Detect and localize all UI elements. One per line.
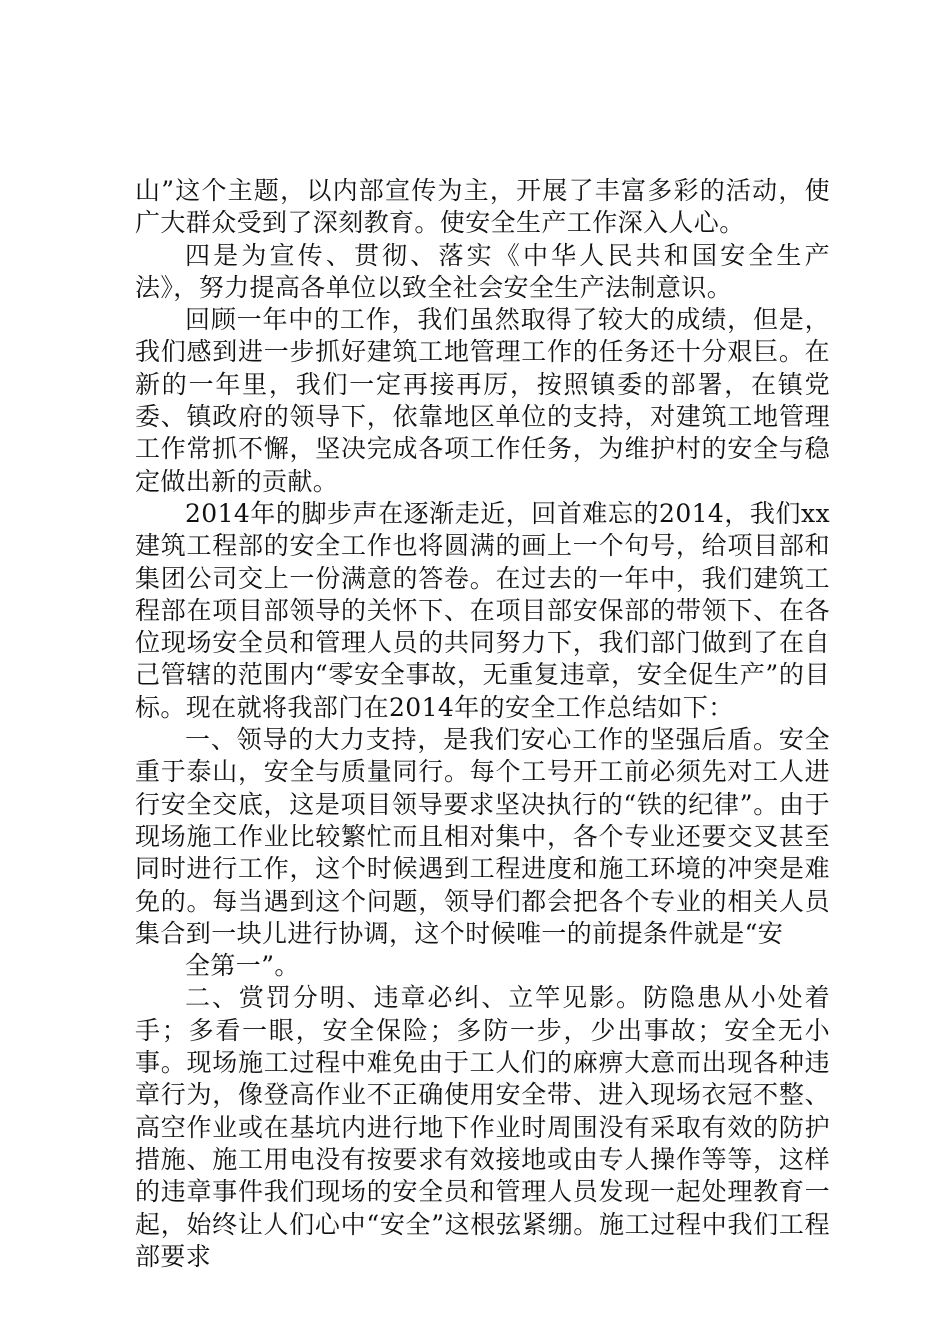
paragraph-4: 2014年的脚步声在逐渐走近，回首难忘的2014，我们xx建筑工程部的安全工作也将圆满的画上一个句号，给项目部和集团公司交上一份满意的答卷。在过去的一年中，我们建筑工程部在项目部领导的关怀下、在项目部安保部的带领下、在各位现场安全员和管理人员的共同努力下，我们部门做到了在自己管辖的范围内“零安全事故，无重复违章，安全促生产”的目标。现在就将我部门在2014年的安全工作总结如下： — [135, 498, 830, 722]
paragraph-3: 回顾一年中的工作，我们虽然取得了较大的成绩，但是，我们感到进一步抓好建筑工地管理工作的任务还十分艰巨。在新的一年里，我们一定再接再厉，按照镇委的部署，在镇党委、镇政府的领导下，依靠地区单位的支持，对建筑工地管理工作常抓不懈，坚决完成各项工作任务，为维护村的安全与稳定做出新的贡献。 — [135, 305, 830, 496]
document-body — [135, 175, 830, 1273]
paragraph-5: 一、领导的大力支持，是我们安心工作的坚强后盾。安全重于泰山，安全与质量同行。每个工号开工前必须先对工人进行安全交底，这是项目领导要求坚决执行的“铁的纪律”。由于现场施工作业比较繁忙而且相对集中，各个专业还要交叉甚至同时进行工作，这个时候遇到工程进度和施工环境的冲突是难免的。每当遇到这个问题，领导们都会把各个专业的相关人员集合到一块儿进行协调，这个时候唯一的前提条件就是“安 — [135, 725, 830, 948]
paragraph-6: 全第一”。 — [185, 951, 300, 981]
paragraph-1: 山”这个主题，以内部宣传为主，开展了丰富多彩的活动，使广大群众受到了深刻教育。使安全生产工作深入人心。 — [135, 176, 830, 238]
paragraph-7: 二、赏罚分明、违章必纠、立竿见影。防隐患从小处着手；多看一眼，安全保险；多防一步，少出事故；安全无小事。现场施工过程中难免由于工人们的麻痹大意而出现各种违章行为，像登高作业不正确使用安全带、进入现场衣冠不整、高空作业或在基坑内进行地下作业时周围没有采取有效的防护措施、施工用电没有按要求有效接地或由专人操作等等，这样的违章事件我们现场的安全员和管理人员发现一起处理教育一起，始终让人们心中“安全”这根弦紧绷。施工过程中我们工程部要求 — [135, 983, 830, 1271]
paragraph-2: 四是为宣传、贯彻、落实《中华人民共和国安全生产法》，努力提高各单位以致全社会安全生产法制意识。 — [135, 240, 830, 302]
